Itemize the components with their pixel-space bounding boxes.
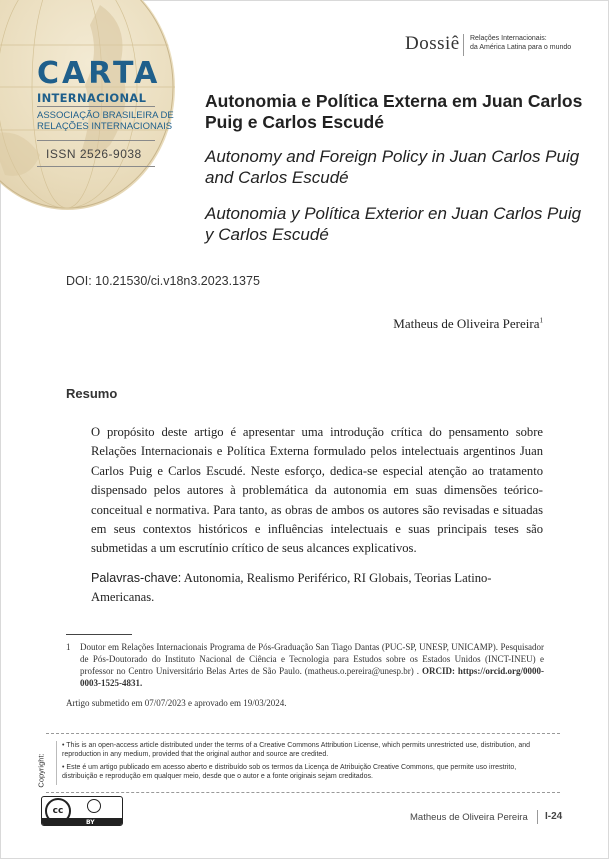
logo-divider: [37, 140, 155, 141]
doi-link[interactable]: DOI: 10.21530/ci.v18n3.2023.1375: [66, 274, 260, 288]
association-line-1: ASSOCIAÇÃO BRASILEIRA DE: [37, 110, 174, 121]
footnote-text: Doutor em Relações Internacionais Programa de Pós-Graduação San Tiago Dantas (PUC-SP, UNESP, UNICAMP). Pesquisador de Pós-Doutorado do Instituto Nacional de Ciência e Tecnologia para Estudos sobre os Estados Unidos (INCT-INEU) e professor no Centro Universitário Belas Artes de São Paulo. (matheus.o.pereira@unesp.br) .: [80, 642, 544, 676]
keywords-text: Autonomia, Realismo Periférico, RI Globais, Teorias Latino-Americanas.: [91, 571, 492, 605]
journal-logo-title: CARTA: [37, 56, 161, 91]
footnote: [66, 641, 544, 689]
keywords: [91, 569, 543, 608]
association-line-2: RELAÇÕES INTERNACIONAIS: [37, 121, 173, 132]
copyright-separator: [56, 741, 57, 785]
association-name: [37, 110, 174, 132]
author-name: [393, 316, 543, 332]
attribution-person-icon: [87, 799, 101, 813]
submission-dates: Artigo submetido em 07/07/2023 e aprovado em 19/03/2024.: [66, 698, 287, 708]
title-english: Autonomy and Foreign Policy in Juan Carlos Puig and Carlos Escudé: [205, 147, 580, 187]
page-number: I-24: [545, 811, 563, 822]
issn: ISSN 2526-9038: [46, 147, 142, 161]
license-english: • This is an open-access article distributed under the terms of a Creative Commons Attribution License, which permits unrestricted use, distribution, and reproduction in any medium, provided that the original author and source are credited.: [62, 742, 531, 759]
section-subtitle-line-1: Relações Internacionais:: [470, 35, 547, 42]
license-text: [62, 741, 544, 784]
badge-bottom-bar: [42, 818, 122, 825]
footnote-marker[interactable]: 1: [539, 316, 543, 325]
copyright-label: Copyright:: [36, 753, 46, 788]
logo-divider: [37, 166, 155, 167]
by-label: BY: [86, 819, 95, 826]
title-portuguese: Autonomia e Política Externa em Juan Carlos Puig e Carlos Escudé: [205, 91, 583, 132]
cc-by-license-badge[interactable]: [41, 796, 123, 826]
globe-map-image: [0, 0, 175, 210]
journal-logo-subtitle: INTERNACIONAL: [37, 91, 147, 105]
copyright-top-divider: [46, 733, 560, 734]
orcid-link[interactable]: ORCID: https://orcid.org/0000-0003-1525-4831.: [80, 666, 544, 688]
logo-divider: [37, 106, 155, 107]
author-name-text: Matheus de Oliveira Pereira: [393, 316, 540, 331]
abstract-heading: Resumo: [66, 386, 118, 401]
section-label: Dossiê: [405, 33, 460, 54]
abstract-text: O propósito deste artigo é apresentar uma introdução crítica do pensamento sobre Relações Internacionais e Política Externa formulado pelos intelectuais argentinos Juan Carlos Puig e Carlos Escudé. Neste esforço, dedica-se especial atenção ao tratamento dispensado pelos autores à problemática da autonomia em suas dimensões teórico-conceitual e normativa. Para tanto, as obras de ambos os autores são revisadas e situadas em seus contextos históricos e influências intelectuais e suas principais teses são submetidas a um escrutínio crítico de seus alcances explicativos.: [91, 425, 543, 556]
header-divider: [463, 34, 464, 56]
keywords-label: Palavras-chave:: [91, 571, 182, 585]
footnote-divider: [66, 634, 132, 635]
section-subtitle: [470, 35, 571, 52]
cc-icon: cc: [45, 798, 71, 824]
footer-author: Matheus de Oliveira Pereira: [410, 812, 528, 823]
footnote-number: 1: [66, 642, 71, 652]
copyright-bottom-divider: [46, 792, 560, 793]
section-subtitle-line-2: da América Latina para o mundo: [470, 43, 572, 51]
footer-separator: [537, 810, 538, 824]
title-spanish: Autonomia y Política Exterior en Juan Carlos Puig y Carlos Escudé: [205, 204, 582, 244]
license-portuguese: • Este é um artigo publicado em acesso aberto e distribuído sob os termos da Licença de Atribuição Creative Commons, que permite uso irrestrito, distribuição e reprodução em qualquer meio, desde que o autor e a fonte originais sejam creditados.: [62, 763, 517, 780]
